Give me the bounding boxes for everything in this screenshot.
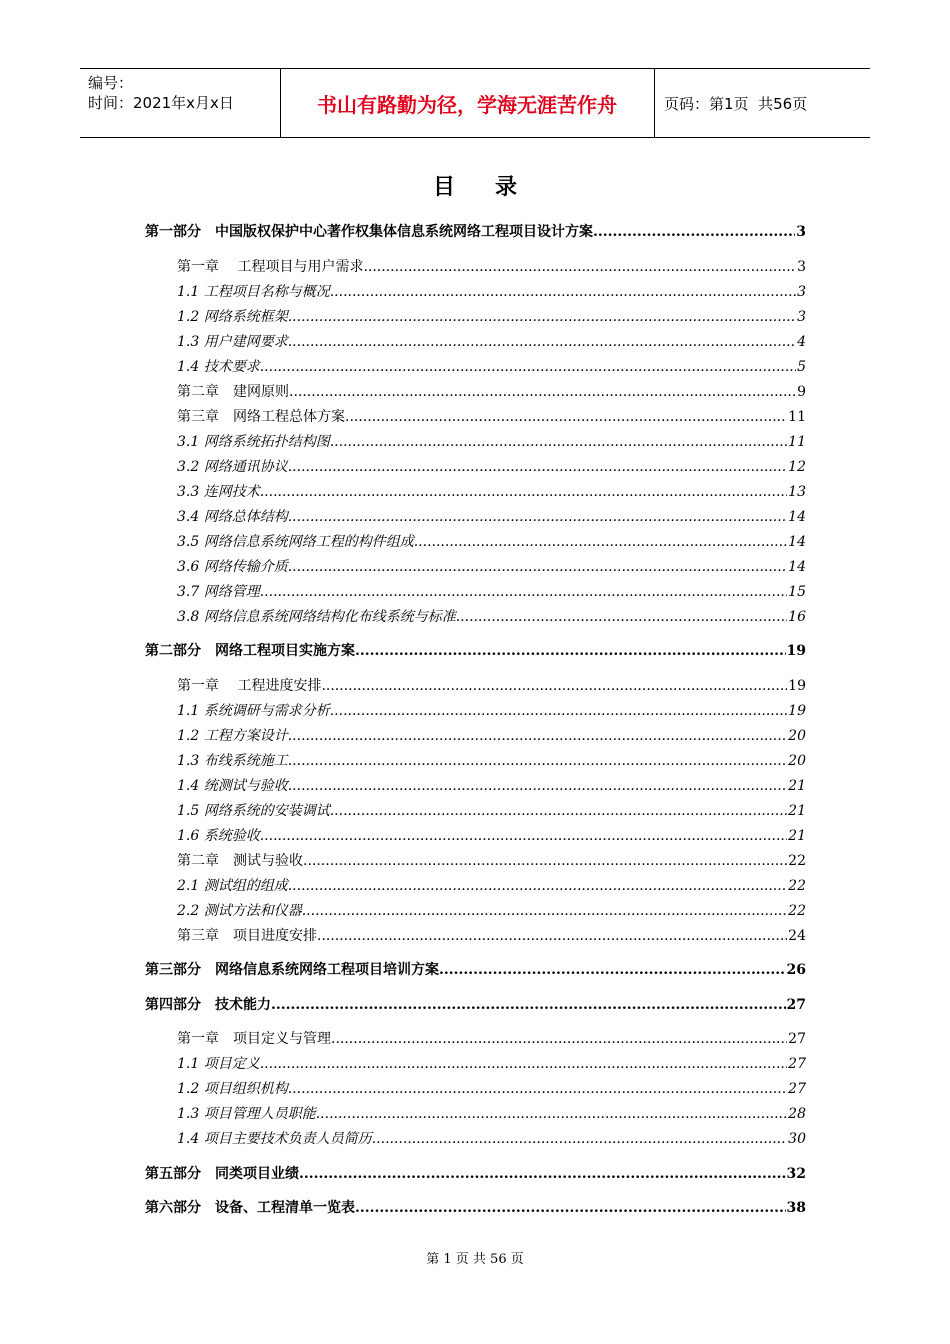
toc-entry-title: 第三章 项目进度安排 xyxy=(177,927,317,944)
toc-page-number: 19 xyxy=(788,677,806,694)
toc-section-entry[interactable] xyxy=(177,482,806,502)
toc-entry-title: 第三部分 网络信息系统网络工程项目培训方案 xyxy=(145,962,439,978)
toc-entry-title: 1.4 统测试与验收 xyxy=(177,777,288,794)
toc-entry-title: 1.3 项目管理人员职能 xyxy=(177,1106,316,1122)
toc-page-number: 4 xyxy=(797,333,806,350)
toc-section-entry[interactable] xyxy=(177,457,806,477)
toc-leader-dots xyxy=(330,801,787,821)
toc-entry-title: 1.4 项目主要技术负责人员简历 xyxy=(177,1131,372,1147)
toc-section-entry[interactable] xyxy=(177,1104,806,1124)
toc-leader-dots xyxy=(260,826,787,846)
toc-leader-dots xyxy=(317,926,787,946)
toc-leader-dots xyxy=(288,307,796,327)
toc-page-number: 3 xyxy=(797,308,806,325)
toc-entry-title: 3.2 网络通讯协议 xyxy=(177,458,288,475)
toc-chapter-entry[interactable] xyxy=(177,382,806,402)
toc-entry-title: 1.1 系统调研与需求分析 xyxy=(177,702,330,719)
toc-entry-title: 3.5 网络信息系统网络工程的构件组成 xyxy=(177,533,414,550)
toc-page-number: 38 xyxy=(786,1200,806,1216)
toc-leader-dots xyxy=(414,532,787,552)
toc-entry-title: 1.5 网络系统的安装调试 xyxy=(177,802,330,819)
header-page-info xyxy=(664,69,807,137)
toc-entry-title: 第二部分 网络工程项目实施方案 xyxy=(145,643,355,659)
toc-page-number: 27 xyxy=(788,1081,806,1097)
toc-leader-dots xyxy=(260,357,796,377)
toc-page-number: 22 xyxy=(788,877,806,894)
toc-entry-title: 1.2 工程方案设计 xyxy=(177,727,288,744)
toc-leader-dots xyxy=(355,641,786,661)
toc-page-number: 3 xyxy=(797,258,806,275)
toc-section-entry[interactable] xyxy=(177,432,806,452)
toc-entry-title: 2.1 测试组的组成 xyxy=(177,877,288,894)
toc-entry-title: 第一章 工程项目与用户需求 xyxy=(177,258,364,275)
toc-entry-title: 第五部分 同类项目业绩 xyxy=(145,1165,299,1182)
toc-page-number: 14 xyxy=(788,533,806,550)
document-number-label: 编号： xyxy=(88,74,134,92)
toc-leader-dots xyxy=(330,701,787,721)
document-date: 时间：2021年x月x日 xyxy=(88,94,234,112)
toc-page-number: 27 xyxy=(788,1031,806,1047)
footer-page-number: 第 1 页 共 56 页 xyxy=(426,1252,524,1267)
toc-leader-dots xyxy=(260,1054,787,1074)
toc-section-entry[interactable] xyxy=(177,1129,806,1149)
header-left xyxy=(88,73,278,113)
toc-leader-dots xyxy=(288,507,787,527)
toc-leader-dots xyxy=(299,1164,786,1184)
toc-entry-title: 1.4 技术要求 xyxy=(177,358,260,375)
toc-leader-dots xyxy=(288,457,787,477)
toc-page-number: 14 xyxy=(788,508,806,525)
toc-page-number: 21 xyxy=(788,777,806,794)
toc-page-number: 15 xyxy=(788,583,806,600)
toc-entry-title: 第二章 建网原则 xyxy=(177,383,289,400)
toc-entry-title: 1.1 工程项目名称与概况 xyxy=(177,283,330,300)
toc-leader-dots xyxy=(271,995,786,1015)
toc-page-number: 19 xyxy=(788,702,806,719)
toc-section-entry[interactable] xyxy=(177,751,806,771)
toc-page-number: 12 xyxy=(788,458,806,475)
toc-leader-dots xyxy=(355,1198,786,1218)
toc-part-entry[interactable] xyxy=(145,641,806,661)
toc-entry-title: 3.3 连网技术 xyxy=(177,483,260,500)
toc-section-entry[interactable] xyxy=(177,582,806,602)
toc-entry-title: 3.7 网络管理 xyxy=(177,583,260,600)
toc-entry-title: 第四部分 技术能力 xyxy=(145,996,271,1013)
toc-leader-dots xyxy=(593,222,795,242)
toc-leader-dots xyxy=(330,432,787,452)
toc-leader-dots xyxy=(260,582,787,602)
toc-leader-dots xyxy=(288,332,796,352)
toc-part-entry[interactable] xyxy=(145,222,806,242)
toc-part-entry[interactable] xyxy=(145,1198,806,1218)
toc-entry-title: 1.2 项目组织机构 xyxy=(177,1081,288,1097)
toc-section-entry[interactable] xyxy=(177,826,806,846)
toc-page-number: 14 xyxy=(788,558,806,575)
toc-page-number: 22 xyxy=(788,902,806,919)
toc-leader-dots xyxy=(321,676,787,696)
toc-entry-title: 3.8 网络信息系统网络结构化布线系统与标准 xyxy=(177,608,456,625)
toc-entry-title: 1.3 布线系统施工 xyxy=(177,752,288,769)
toc-section-entry[interactable] xyxy=(177,557,806,577)
toc-leader-dots xyxy=(288,726,787,746)
toc-section-entry[interactable] xyxy=(177,776,806,796)
toc-entry-title: 1.6 系统验收 xyxy=(177,827,260,844)
header-divider xyxy=(654,69,655,137)
toc-entry-title: 第六部分 设备、工程清单一览表 xyxy=(145,1200,355,1216)
toc-page-number: 28 xyxy=(788,1106,806,1122)
toc-entry-title: 第一章 工程进度安排 xyxy=(177,677,322,694)
toc-page-number: 22 xyxy=(788,852,806,869)
toc-page-number: 3 xyxy=(796,224,806,240)
toc-section-entry[interactable] xyxy=(177,1054,806,1074)
toc-leader-dots xyxy=(302,901,787,921)
page-title: 目录 xyxy=(432,174,557,200)
toc-section-entry[interactable] xyxy=(177,801,806,821)
toc-section-entry[interactable] xyxy=(177,607,806,627)
header-motto: 书山有路勤为径，学海无涯苦作舟 xyxy=(317,92,617,117)
toc-leader-dots xyxy=(288,876,787,896)
toc-page-number: 27 xyxy=(786,996,806,1013)
page-info-text: 页码：第1页 共56页 xyxy=(664,94,808,113)
toc-leader-dots xyxy=(345,407,787,427)
toc-chapter-entry[interactable] xyxy=(177,926,806,946)
toc-chapter-entry[interactable] xyxy=(177,676,806,696)
toc-page-number: 21 xyxy=(788,802,806,819)
toc-page-number: 11 xyxy=(788,408,806,425)
toc-entry-title: 3.6 网络传输介质 xyxy=(177,558,288,575)
toc-page-number: 32 xyxy=(786,1165,806,1182)
toc-page-number: 11 xyxy=(788,433,806,450)
toc-section-entry[interactable] xyxy=(177,1079,806,1099)
toc-section-entry[interactable] xyxy=(177,307,806,327)
toc-part-entry[interactable] xyxy=(145,995,806,1015)
toc-chapter-entry[interactable] xyxy=(177,851,806,871)
toc-page-number: 9 xyxy=(797,383,806,400)
toc-section-entry[interactable] xyxy=(177,282,806,302)
toc-leader-dots xyxy=(363,257,796,277)
toc-section-entry[interactable] xyxy=(177,507,806,527)
toc-page-number: 13 xyxy=(788,483,806,500)
toc-leader-dots xyxy=(372,1129,787,1149)
toc-part-entry[interactable] xyxy=(145,960,806,980)
toc-section-entry[interactable] xyxy=(177,901,806,921)
toc-page-number: 21 xyxy=(788,827,806,844)
toc-leader-dots xyxy=(289,382,796,402)
toc-leader-dots xyxy=(456,607,787,627)
toc-entry-title: 第三章 网络工程总体方案 xyxy=(177,408,345,425)
toc-leader-dots xyxy=(330,282,796,302)
page-footer xyxy=(0,1248,950,1267)
toc-section-entry[interactable] xyxy=(177,532,806,552)
toc-part-entry[interactable] xyxy=(145,1164,806,1184)
toc-entry-title: 2.2 测试方法和仪器 xyxy=(177,902,302,919)
toc-entry-title: 1.1 项目定义 xyxy=(177,1056,260,1072)
toc-section-entry[interactable] xyxy=(177,332,806,352)
toc-entry-title: 3.1 网络系统拓扑结构图 xyxy=(177,433,330,450)
toc-section-entry[interactable] xyxy=(177,701,806,721)
toc-section-entry[interactable] xyxy=(177,876,806,896)
toc-page-number: 27 xyxy=(788,1056,806,1072)
toc-page-number: 16 xyxy=(788,608,806,625)
toc-chapter-entry[interactable] xyxy=(177,1029,806,1049)
toc-leader-dots xyxy=(331,1029,787,1049)
toc-page-number: 20 xyxy=(788,727,806,744)
toc-section-entry[interactable] xyxy=(177,726,806,746)
toc-leader-dots xyxy=(260,482,787,502)
toc-entry-title: 第一章 项目定义与管理 xyxy=(177,1031,331,1047)
toc-leader-dots xyxy=(288,1079,787,1099)
toc-page-number: 20 xyxy=(788,752,806,769)
toc-page-number: 3 xyxy=(797,283,806,300)
toc-leader-dots xyxy=(288,557,787,577)
toc-entry-title: 第二章 测试与验收 xyxy=(177,852,303,869)
toc-entry-title: 3.4 网络总体结构 xyxy=(177,508,288,525)
toc-chapter-entry[interactable] xyxy=(177,257,806,277)
toc-leader-dots xyxy=(288,776,787,796)
toc-entry-title: 第一部分 中国版权保护中心著作权集体信息系统网络工程项目设计方案 xyxy=(145,224,593,240)
toc-entry-title: 1.2 网络系统框架 xyxy=(177,308,288,325)
page-header xyxy=(80,68,870,138)
toc-page-number: 5 xyxy=(797,358,806,375)
toc-page-number: 19 xyxy=(786,643,806,659)
toc-entry-title: 1.3 用户建网要求 xyxy=(177,333,288,350)
toc-section-entry[interactable] xyxy=(177,357,806,377)
toc-leader-dots xyxy=(439,960,786,980)
toc-leader-dots xyxy=(288,751,787,771)
toc-chapter-entry[interactable] xyxy=(177,407,806,427)
toc-page-number: 24 xyxy=(788,927,806,944)
toc-page-number: 26 xyxy=(786,962,806,978)
toc-leader-dots xyxy=(316,1104,787,1124)
toc-leader-dots xyxy=(303,851,787,871)
toc-page-number: 30 xyxy=(788,1131,806,1147)
